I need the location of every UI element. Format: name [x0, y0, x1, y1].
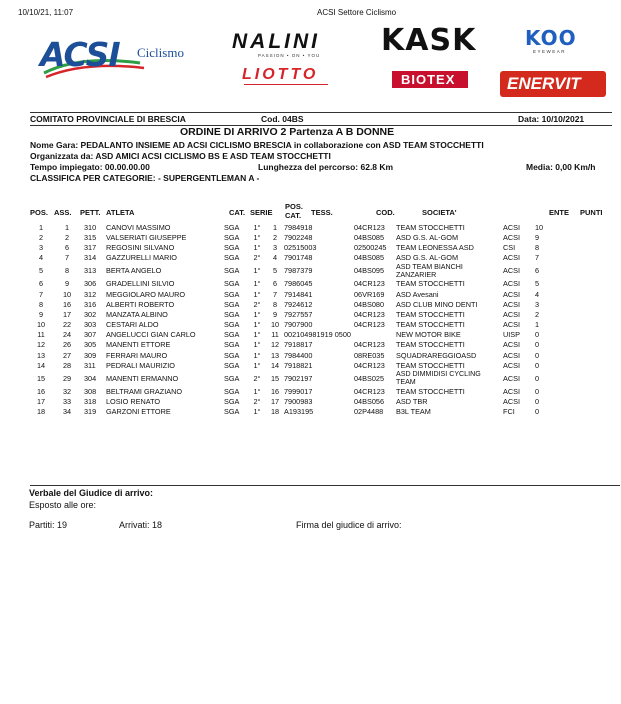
cell-serie: 1° — [253, 242, 261, 252]
table-row — [28, 242, 559, 252]
cell-cod: 04BS025 — [354, 373, 385, 383]
cell-serie: 2° — [253, 397, 261, 407]
table-row — [28, 320, 559, 330]
cell-cod: 04CR123 — [354, 309, 385, 319]
table-row — [28, 279, 559, 289]
cell-serie: 1° — [253, 289, 261, 299]
cell-pos: 2 — [38, 232, 44, 242]
cell-punti: 7 — [535, 253, 540, 263]
cell-pos: 17 — [36, 397, 46, 407]
cell-cod: 02P4488 — [354, 407, 384, 417]
cell-atleta: MANZATA ALBINO — [106, 309, 168, 319]
cell-cat: SGA — [224, 373, 240, 383]
cell-ente: ACSI — [503, 279, 521, 289]
cell-pett: 307 — [84, 330, 97, 340]
cell-pett: 310 — [84, 222, 97, 232]
cell-ass: 6 — [64, 242, 70, 252]
cell-atleta: MANENTI ERMANNO — [106, 373, 179, 383]
firma-label: Firma del giudice di arrivo: — [296, 520, 402, 530]
cell-pett: 309 — [84, 350, 97, 360]
cell-ass: 1 — [64, 222, 70, 232]
table-row — [28, 289, 559, 299]
cell-punti: 0 — [535, 360, 540, 370]
cell-punti: 9 — [535, 232, 540, 242]
cell-societa: TEAM STOCCHETTI — [396, 387, 465, 397]
cell-tess: 7918817 — [284, 340, 313, 350]
cell-cat: SGA — [224, 387, 240, 397]
liotto-logo: LIOTTO — [242, 66, 319, 83]
acsi-logo-subtitle: Ciclismo — [137, 45, 184, 60]
cell-societa: TEAM LEONESSA ASD — [396, 242, 474, 252]
cell-ass: 29 — [62, 373, 72, 383]
cell-poscat: 12 — [270, 340, 280, 350]
cell-societa: ASD DIMMIDISI CYCLING TEAM — [396, 370, 481, 387]
col-pett: PETT. — [80, 208, 101, 217]
table-row — [28, 397, 559, 407]
table-row — [28, 407, 559, 417]
cell-tess: 7984918 — [284, 222, 313, 232]
cell-pett: 319 — [84, 407, 97, 417]
cell-serie: 2° — [253, 299, 261, 309]
cell-ente: ACSI — [503, 387, 521, 397]
cell-atleta: CESTARI ALDO — [106, 320, 159, 330]
cell-tess: A193195 — [284, 407, 314, 417]
cell-poscat: 14 — [270, 360, 280, 370]
col-societa: SOCIETA' — [422, 208, 457, 217]
cell-punti: 0 — [535, 330, 540, 340]
cell-poscat: 18 — [270, 407, 280, 417]
cell-pos: 6 — [38, 279, 44, 289]
cell-societa: ASD TBR — [396, 397, 428, 407]
cell-poscat: 9 — [272, 309, 278, 319]
cell-ass: 7 — [64, 253, 70, 263]
biotex-logo: BIOTEX — [401, 72, 456, 87]
cell-pett: 313 — [84, 266, 97, 276]
cell-pett: 312 — [84, 289, 97, 299]
cell-societa: ASD G.S. AL-GOM — [396, 253, 459, 263]
cell-pos: 15 — [36, 373, 46, 383]
table-row — [28, 360, 559, 370]
footer-rule — [30, 485, 620, 486]
cell-ass: 28 — [62, 360, 72, 370]
col-cod: COD. — [376, 208, 395, 217]
cell-serie: 1° — [253, 266, 261, 276]
cell-serie: 1° — [253, 222, 261, 232]
cell-poscat: 11 — [271, 330, 279, 340]
cell-punti: 2 — [535, 309, 540, 319]
cell-tess: 7902248 — [284, 232, 313, 242]
cell-ass: 33 — [62, 397, 72, 407]
cell-cod: 04CR123 — [354, 360, 385, 370]
cell-cod: 04CR123 — [354, 222, 385, 232]
results-body — [28, 222, 559, 417]
acsi-logo-text: ACSI — [40, 35, 120, 74]
koo-tagline: EYEWEAR — [533, 49, 567, 54]
cell-poscat: 6 — [272, 279, 278, 289]
cell-serie: 1° — [253, 350, 261, 360]
cell-punti: 8 — [535, 242, 540, 252]
col-atleta: ATLETA — [106, 208, 135, 217]
cell-societa: SQUADRAREGGIOASD — [396, 350, 477, 360]
cell-poscat: 10 — [270, 320, 280, 330]
cell-pett: 304 — [84, 373, 97, 383]
cell-pos: 5 — [38, 266, 44, 276]
cell-atleta: REGOSINI SILVANO — [106, 242, 175, 252]
cell-pos: 1 — [38, 222, 44, 232]
document-title: ORDINE DI ARRIVO 2 Partenza A B DONNE — [180, 126, 395, 138]
cell-poscat: 1 — [272, 222, 278, 232]
cell-poscat: 8 — [272, 299, 278, 309]
liotto-underline — [244, 84, 328, 85]
cell-cat: SGA — [224, 232, 240, 242]
cell-cat: SGA — [224, 320, 240, 330]
col-serie: SERIE — [250, 208, 273, 217]
cell-atleta: MEGGIOLARO MAURO — [106, 289, 186, 299]
cell-cat: SGA — [224, 253, 240, 263]
cell-pos: 3 — [38, 242, 44, 252]
cell-cat: SGA — [224, 397, 240, 407]
committee: COMITATO PROVINCIALE DI BRESCIA — [30, 114, 186, 124]
cell-serie: 1° — [253, 279, 261, 289]
cell-ass: 24 — [62, 330, 72, 340]
cell-societa: TEAM STOCCHETTI — [396, 340, 465, 350]
cell-pett: 316 — [84, 299, 97, 309]
cell-tess: 7907900 — [284, 320, 313, 330]
cell-societa: TEAM STOCCHETTI — [396, 309, 465, 319]
table-row — [28, 222, 559, 232]
organizer: Organizzata da: ASD AMICI ACSI CICLISMO BS E ASD TEAM STOCCHETTI — [30, 151, 331, 161]
cell-ass: 2 — [64, 232, 70, 242]
cell-cod: 04BS085 — [354, 232, 385, 242]
cell-ente: ACSI — [503, 253, 521, 263]
cell-atleta: GRADELLINI SILVIO — [106, 279, 175, 289]
cell-societa: NEW MOTOR BIKE — [396, 330, 461, 340]
cell-cat: SGA — [224, 242, 240, 252]
enervit-logo: ENERVIT — [507, 74, 581, 93]
cell-ente: ACSI — [503, 340, 521, 350]
cell-ente: ACSI — [503, 309, 521, 319]
col-ente: ENTE — [549, 208, 570, 217]
cell-atleta: GAZZURELLI MARIO — [106, 253, 177, 263]
cell-ass: 27 — [62, 350, 72, 360]
cell-cod: 08RE035 — [354, 350, 385, 360]
cell-cat: SGA — [224, 340, 240, 350]
nalini-tagline: PASSION • ON • YOU — [258, 53, 321, 58]
cell-cat: SGA — [224, 309, 240, 319]
cell-tess: 7918821 — [284, 360, 313, 370]
cell-ass: 17 — [62, 309, 72, 319]
cell-atleta: MANENTI ETTORE — [106, 340, 171, 350]
cell-pos: 9 — [38, 309, 44, 319]
table-row — [28, 299, 559, 309]
cell-poscat: 17 — [270, 397, 280, 407]
cell-tess: 7901748 — [284, 253, 313, 263]
cell-pos: 12 — [36, 340, 46, 350]
cell-ente: ACSI — [503, 360, 521, 370]
average-speed: Media: 0,00 Km/h — [526, 162, 596, 172]
cell-serie: 1° — [253, 330, 261, 340]
cell-pos: 13 — [36, 350, 46, 360]
cell-ente: ACSI — [503, 222, 521, 232]
cell-poscat: 16 — [270, 387, 280, 397]
cell-tess: 7900983 — [284, 397, 313, 407]
cell-tess: 7999017 — [284, 387, 313, 397]
cell-tess: 02515003 — [284, 242, 317, 252]
cell-punti: 0 — [535, 373, 540, 383]
cell-punti: 0 — [535, 397, 540, 407]
cell-pos: 14 — [36, 360, 46, 370]
print-page-title: ACSI Settore Ciclismo — [317, 8, 397, 17]
cell-cod — [354, 330, 396, 340]
cell-atleta: BERTA ANGELO — [106, 266, 162, 276]
cell-ente: ACSI — [503, 373, 521, 383]
table-row — [28, 263, 559, 279]
cell-ente: ACSI — [503, 232, 521, 242]
cell-pett: 311 — [84, 360, 96, 370]
cell-pett: 305 — [84, 340, 97, 350]
category-classification: CLASSIFICA PER CATEGORIE: - SUPERGENTLEMAN A - — [30, 173, 260, 183]
cell-ass: 22 — [62, 320, 72, 330]
cell-tess: 7914841 — [284, 289, 313, 299]
cell-societa: TEAM STOCCHETTI — [396, 320, 465, 330]
cell-serie: 2° — [253, 253, 261, 263]
race-name: Nome Gara: PEDALANTO INSIEME AD ACSI CICLISMO BRESCIA in collaborazione con ASD TEAM STOCCHETTI — [30, 140, 484, 150]
cell-cod: 04CR123 — [354, 279, 385, 289]
koo-logo: KOO — [525, 26, 577, 50]
col-ass: ASS. — [54, 208, 72, 217]
col-pos: POS. — [30, 208, 48, 217]
cell-cat: SGA — [224, 350, 240, 360]
cell-pett: 306 — [84, 279, 97, 289]
cell-cod: 04CR123 — [354, 387, 385, 397]
cell-pos: 11 — [37, 330, 45, 340]
col-punti: PUNTI — [580, 208, 603, 217]
table-row — [28, 309, 559, 319]
cell-tess: 7902197 — [284, 373, 313, 383]
cell-societa: TEAM STOCCHETTI — [396, 360, 465, 370]
cell-cat: SGA — [224, 279, 240, 289]
cell-serie: 1° — [253, 407, 261, 417]
cell-poscat: 4 — [272, 253, 278, 263]
cell-pett: 317 — [84, 242, 97, 252]
cell-cod: 04BS056 — [354, 397, 385, 407]
cell-punti: 1 — [535, 320, 540, 330]
cell-pett: 318 — [84, 397, 97, 407]
cell-ass: 8 — [64, 266, 70, 276]
cell-atleta: GARZONI ETTORE — [106, 407, 171, 417]
cell-cat: SGA — [224, 266, 240, 276]
cell-atleta: LOSIO RENATO — [106, 397, 161, 407]
cell-pett: 303 — [84, 320, 97, 330]
cell-societa: ASD TEAM BIANCHI ZANZARIER — [396, 262, 463, 279]
cell-tess: 002104981919 0500 — [284, 330, 351, 340]
cell-pett: 314 — [84, 253, 97, 263]
cell-ente: ACSI — [503, 350, 521, 360]
cell-punti: 5 — [535, 279, 540, 289]
cell-pos: 18 — [36, 407, 46, 417]
cell-atleta: BELTRAMI GRAZIANO — [106, 387, 183, 397]
cell-pos: 16 — [36, 387, 46, 397]
cell-ass: 9 — [64, 279, 70, 289]
cell-cat: SGA — [224, 330, 240, 340]
cell-serie: 1° — [253, 340, 261, 350]
cell-ente: CSI — [503, 242, 516, 252]
cell-cod: 04CR123 — [354, 320, 385, 330]
table-row — [28, 330, 559, 340]
cell-pos: 8 — [38, 299, 44, 309]
race-date: Data: 10/10/2021 — [518, 114, 585, 124]
cell-societa: ASD CLUB MINO DENTI — [396, 299, 478, 309]
cell-cat: SGA — [224, 360, 240, 370]
table-row — [28, 370, 559, 386]
table-row — [28, 350, 559, 360]
cell-poscat: 7 — [272, 289, 278, 299]
cell-cat: SGA — [224, 222, 240, 232]
cell-cod: 04BS080 — [354, 299, 385, 309]
cell-punti: 0 — [535, 340, 540, 350]
cell-serie: 1° — [253, 309, 261, 319]
cell-punti: 0 — [535, 407, 540, 417]
cell-ente: ACSI — [503, 266, 521, 276]
cell-punti: 0 — [535, 350, 540, 360]
cell-cat: SGA — [224, 289, 240, 299]
cell-atleta: ALBERTI ROBERTO — [106, 299, 175, 309]
cell-ente: ACSI — [503, 289, 521, 299]
cell-ass: 26 — [62, 340, 72, 350]
cell-pos: 10 — [36, 320, 46, 330]
esposto-label: Esposto alle ore: — [29, 500, 97, 510]
cell-serie: 1° — [253, 232, 261, 242]
cell-poscat: 15 — [270, 373, 280, 383]
cell-tess: 7984400 — [284, 350, 313, 360]
cell-serie: 1° — [253, 360, 261, 370]
partiti-count: Partiti: 19 — [29, 520, 68, 530]
cell-pett: 308 — [84, 387, 97, 397]
course-length: Lunghezza del percorso: 62.8 Km — [258, 162, 394, 172]
acsi-logo — [40, 33, 200, 85]
cell-tess: 7927557 — [284, 309, 313, 319]
cell-cod: 04BS095 — [354, 266, 385, 276]
nalini-logo: NALINI — [232, 30, 320, 53]
col-tess: TESS. — [311, 208, 333, 217]
cell-cod: 02500245 — [354, 242, 387, 252]
col-poscat-line2: CAT. — [285, 211, 302, 220]
table-row — [28, 386, 559, 396]
cell-cat: SGA — [224, 407, 240, 417]
cell-ass: 32 — [62, 387, 72, 397]
cell-societa: B3L TEAM — [396, 407, 431, 417]
cell-atleta: VALSERIATI GIUSEPPE — [106, 232, 187, 242]
cell-cod: 04CR123 — [354, 340, 385, 350]
cell-punti: 3 — [535, 299, 540, 309]
cell-societa: ASD Avesani — [396, 289, 439, 299]
cell-ass: 34 — [62, 407, 72, 417]
cell-atleta: CANOVI MASSIMO — [106, 222, 171, 232]
results-table — [28, 222, 559, 417]
cell-punti: 6 — [535, 266, 540, 276]
cell-pett: 302 — [84, 309, 97, 319]
cell-ente: ACSI — [503, 299, 521, 309]
cell-societa: TEAM STOCCHETTI — [396, 279, 465, 289]
table-row — [28, 340, 559, 350]
cell-societa: TEAM STOCCHETTI — [396, 222, 465, 232]
cell-serie: 2° — [253, 373, 261, 383]
cell-cod: 06VR169 — [354, 289, 385, 299]
cell-cat: SGA — [224, 299, 240, 309]
arrivati-count: Arrivati: 18 — [119, 520, 163, 530]
table-row — [28, 253, 559, 263]
cell-ente: ACSI — [503, 320, 521, 330]
print-datetime: 10/10/21, 11:07 — [18, 8, 74, 17]
cell-atleta: ANGELUCCI GIAN CARLO — [106, 330, 196, 340]
cell-ass: 10 — [62, 289, 72, 299]
cell-pos: 4 — [38, 253, 44, 263]
cell-punti: 10 — [535, 222, 544, 232]
cell-ass: 16 — [62, 299, 72, 309]
cell-punti: 0 — [535, 387, 540, 397]
cell-tess: 7986045 — [284, 279, 313, 289]
cell-punti: 4 — [535, 289, 540, 299]
cell-atleta: PEDRALI MAURIZIO — [106, 360, 175, 370]
cell-ente: FCI — [503, 407, 515, 417]
cell-pos: 7 — [38, 289, 44, 299]
cell-atleta: FERRARI MAURO — [106, 350, 168, 360]
col-poscat-line1: POS. — [285, 202, 303, 211]
cell-ente: UISP — [503, 330, 521, 340]
time-used: Tempo impiegato: 00.00.00.00 — [30, 162, 150, 172]
cell-tess: 7987379 — [284, 266, 313, 276]
cell-poscat: 2 — [272, 232, 278, 242]
cell-poscat: 3 — [272, 242, 278, 252]
cell-ente: ACSI — [503, 397, 521, 407]
verbale-label: Verbale del Giudice di arrivo: — [29, 488, 154, 498]
cell-serie: 1° — [253, 320, 261, 330]
cell-serie: 1° — [253, 387, 261, 397]
cell-poscat: 5 — [272, 266, 278, 276]
race-code: Cod. 04BS — [261, 114, 304, 124]
cell-societa: ASD G.S. AL-GOM — [396, 232, 459, 242]
cell-poscat: 13 — [270, 350, 280, 360]
cell-tess: 7924612 — [284, 299, 313, 309]
col-cat: CAT. — [229, 208, 246, 217]
cell-cod: 04BS085 — [354, 253, 385, 263]
header-top-rule — [30, 112, 612, 113]
cell-pett: 315 — [84, 232, 97, 242]
kask-logo: KASK — [381, 23, 477, 58]
table-row — [28, 232, 559, 242]
